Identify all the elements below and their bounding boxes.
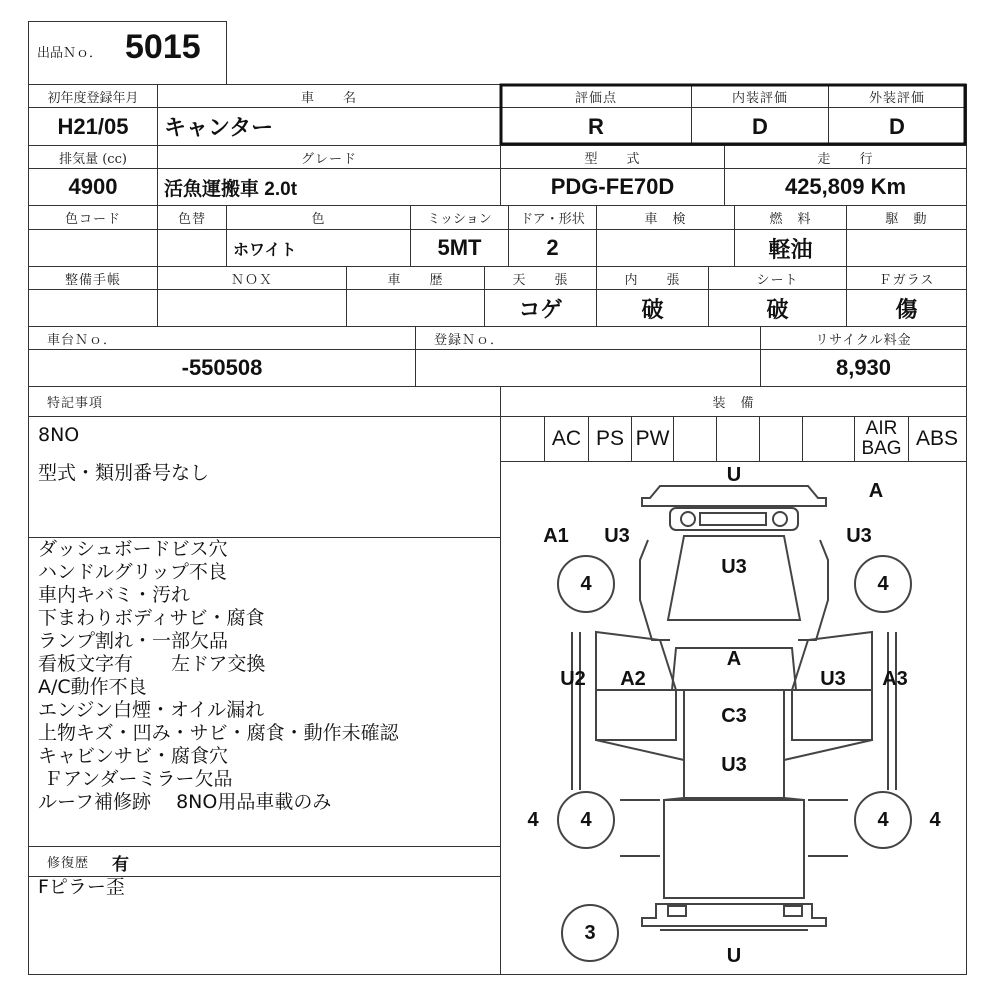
tire-front-right: 4 xyxy=(877,572,889,595)
equipment-label: 装 備 xyxy=(712,396,755,411)
score-label: 評価点 xyxy=(574,90,617,106)
lot-number: 5015 xyxy=(125,28,201,66)
mark-right-a3: A3 xyxy=(882,667,908,690)
nox-value xyxy=(158,290,346,326)
equip-slot-8 xyxy=(804,417,854,461)
equip-pw: PW xyxy=(635,427,670,450)
door-value: 2 xyxy=(546,235,559,260)
chassis-value: -550508 xyxy=(181,355,263,380)
mark-rear-bottom: U xyxy=(726,944,742,967)
notes-details: ダッシュボードビス穴 ハンドルグリップ不良 車内キバミ・汚れ 下まわりボディサビ・腐食 ランプ割れ・一部欠品 看板文字有 左ドア交換 A/C動作不良 エンジン白煙・オイル漏れ 上物キズ・凹み・サビ・腐食・動作未確認 キャビンサビ・腐食穴 Ｆアンダーミラー欠品 ルーフ補修跡 8NO用品車載のみ xyxy=(38,538,399,813)
history-label: 車 歴 xyxy=(387,272,444,288)
displacement-label: 排気量 (cc) xyxy=(59,151,127,167)
score-value: R xyxy=(588,113,604,139)
repair-history-value: 有 xyxy=(112,855,129,875)
displacement-value: 4900 xyxy=(68,174,118,199)
equip-slot-0 xyxy=(501,417,544,461)
color-value: ホワイト xyxy=(233,241,297,259)
car-name-value: キャンター xyxy=(164,115,274,140)
mission-label: ミッション xyxy=(427,212,492,227)
mark-front-top: U xyxy=(726,463,742,486)
mileage-value: 425,809 Km xyxy=(784,174,907,199)
mark-rear-right-outer: 4 xyxy=(929,808,941,831)
grade-value: 活魚運搬車 2.0t xyxy=(164,178,298,200)
mark-left-a1: A1 xyxy=(543,524,569,547)
seat-label: シート xyxy=(756,272,799,288)
inner-panel-label: 内 張 xyxy=(624,272,681,288)
recycle-label: リサイクル料金 xyxy=(815,332,912,348)
equip-slot-5 xyxy=(717,417,759,461)
grade-label: グレード xyxy=(300,151,357,167)
mark-left-a2: A2 xyxy=(620,667,646,690)
color-code-value xyxy=(29,230,157,266)
manual-value xyxy=(29,290,157,326)
car-name-label: 車 名 xyxy=(300,90,357,106)
notes-line-1: 8NO xyxy=(38,424,80,446)
notes-label: 特記事項 xyxy=(47,396,104,411)
inspection-value xyxy=(597,230,734,266)
interior-label: 内装評価 xyxy=(731,90,788,106)
history-value xyxy=(347,290,484,326)
drive-label: 駆 動 xyxy=(885,212,928,227)
repaint-value xyxy=(158,230,226,266)
equip-ac: AC xyxy=(551,427,582,450)
mark-right-u3: U3 xyxy=(846,524,872,547)
manual-label: 整備手帳 xyxy=(64,272,121,288)
tire-spare: 3 xyxy=(584,921,596,944)
exterior-label: 外装評価 xyxy=(868,90,925,106)
equip-airbag: AIR BAG xyxy=(861,418,902,459)
mark-bed-u3: U3 xyxy=(721,753,747,776)
tire-rear-right: 4 xyxy=(877,808,889,831)
equip-ps: PS xyxy=(595,427,624,450)
mileage-label: 走 行 xyxy=(817,151,874,167)
inner-panel-value: 破 xyxy=(641,296,664,322)
mission-value: 5MT xyxy=(437,235,482,260)
glass-label: Ｆガラス xyxy=(878,272,935,288)
inspection-label: 車 検 xyxy=(644,212,687,227)
mark-right-u3b: U3 xyxy=(820,667,846,690)
regno-value xyxy=(416,350,760,386)
seat-value: 破 xyxy=(766,296,789,322)
mark-left-u2: U2 xyxy=(560,667,586,690)
equip-abs: ABS xyxy=(915,427,959,450)
model-label: 型 式 xyxy=(584,151,641,167)
mark-hood: U3 xyxy=(721,555,747,578)
mark-left-u3: U3 xyxy=(604,524,630,547)
mark-front-right: A xyxy=(868,479,884,502)
nox-label: ＮＯＸ xyxy=(230,272,273,288)
tire-rear-left: 4 xyxy=(580,808,592,831)
reg-year-value: H21/05 xyxy=(57,113,129,139)
mark-rear-left-outer: 4 xyxy=(527,808,539,831)
mark-roof: A xyxy=(726,647,742,670)
equip-slot-4 xyxy=(674,417,716,461)
drive-value xyxy=(847,230,966,266)
reg-year-label: 初年度登録年月 xyxy=(47,90,139,106)
regno-label: 登録Ｎｏ． xyxy=(434,332,505,348)
lot-label: 出品Ｎｏ． xyxy=(37,46,103,61)
repair-detail: Fピラー歪 xyxy=(38,876,125,898)
equip-slot-6 xyxy=(760,417,802,461)
interior-value: D xyxy=(752,113,768,139)
ceiling-label: 天 張 xyxy=(512,272,569,288)
door-label: ドア・形状 xyxy=(520,212,585,227)
color-label: 色 xyxy=(311,212,326,227)
recycle-value: 8,930 xyxy=(835,355,892,380)
glass-value: 傷 xyxy=(895,296,918,322)
mark-bed-c3: C3 xyxy=(721,704,747,727)
ceiling-value: コゲ xyxy=(518,296,563,322)
color-code-label: 色コード xyxy=(64,212,121,227)
tire-front-left: 4 xyxy=(580,572,592,595)
fuel-value: 軽油 xyxy=(768,236,813,262)
fuel-label: 燃 料 xyxy=(769,212,812,227)
repaint-label: 色替 xyxy=(177,212,206,227)
model-value: PDG-FE70D xyxy=(550,174,675,199)
repair-history-label: 修復歴 xyxy=(47,856,90,871)
notes-line-2: 型式・類別番号なし xyxy=(38,462,210,484)
chassis-label: 車台Ｎｏ． xyxy=(47,332,118,348)
exterior-value: D xyxy=(889,113,905,139)
